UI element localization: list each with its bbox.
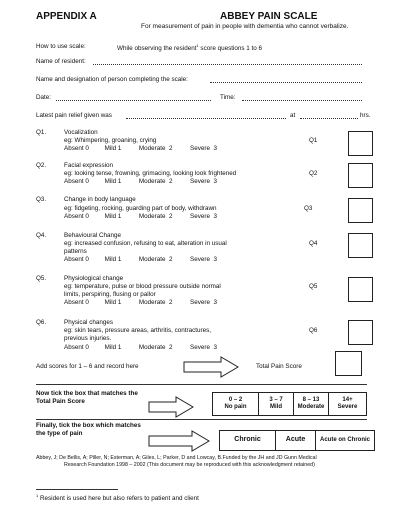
date-label: Date:	[36, 94, 52, 101]
question-title: Vocalization	[64, 129, 98, 136]
how-to-use-label: How to use scale:	[36, 43, 86, 50]
tick-type-label-cont: the type of pain	[36, 430, 83, 437]
question-example-cont: patterns	[64, 248, 87, 255]
question-code: Q2	[309, 170, 318, 177]
tick-type-label: Finally, tick the box which matches	[36, 422, 141, 429]
question-title: Physical changes	[64, 319, 114, 326]
severe-box[interactable]	[328, 392, 367, 416]
question-example: eg: temperature, pulse or blood pressure outside normal	[64, 283, 221, 290]
question-code: Q4	[309, 240, 318, 247]
chronic-label: Chronic	[234, 436, 261, 444]
footnote-marker: 1	[36, 493, 39, 498]
moderate-label: Moderate	[297, 404, 325, 410]
question-example: eg: fidgeting, rocking, guarding part of body, withdrawn	[64, 205, 217, 212]
how-to-use-text-rest: score questions 1 to 6	[198, 45, 263, 53]
citation-line-2: Research Foundation 1998 – 2002 (This document may be reproduced with this acknowledgment retained)	[64, 462, 315, 468]
q4-score-box[interactable]	[348, 233, 373, 258]
moderate-box[interactable]	[293, 392, 329, 416]
question-number: Q4.	[36, 232, 47, 239]
q5-score-box[interactable]	[348, 277, 373, 302]
add-scores-label: Add scores for 1 – 6 and record here	[36, 363, 139, 370]
footnote-text: Resident is used here but also refers to patient and client	[38, 495, 199, 503]
section-divider	[36, 419, 367, 420]
designation-label: Name and designation of person completing the scale:	[36, 76, 188, 83]
question-title: Behavioural Change	[64, 232, 122, 239]
no-pain-box[interactable]	[212, 392, 259, 416]
question-example: eg: looking tense, frowning, grimacing, looking look frightened	[64, 170, 237, 177]
question-code: Q3	[304, 205, 313, 212]
question-scores: Absent 0 Mild 1 Moderate 2 Severe 3	[64, 299, 217, 306]
acute-label: Acute	[285, 436, 306, 444]
question-example: eg: Whimpering, groaning, crying	[64, 137, 157, 144]
no-pain-range: 0 – 2	[228, 397, 243, 404]
time-field[interactable]	[242, 100, 362, 101]
severe-label: Severe	[337, 404, 358, 410]
mild-range: 3 – 7	[269, 397, 283, 404]
acute-box[interactable]	[275, 430, 316, 451]
appendix-heading: APPENDIX A	[36, 11, 97, 22]
designation-field[interactable]	[210, 82, 362, 83]
arrow-right-icon	[148, 430, 210, 452]
no-pain-label: No pain	[224, 404, 247, 410]
at-label: at	[290, 112, 296, 119]
question-scores: Absent 0 Mild 1 Moderate 2 Severe 3	[64, 344, 217, 351]
question-scores: Absent 0 Mild 1 Moderate 2 Severe 3	[64, 178, 217, 185]
acute-on-chronic-label: Acute on Chronic	[320, 437, 371, 444]
question-title: Physiological change	[64, 275, 124, 282]
q2-score-box[interactable]	[348, 163, 373, 188]
tick-total-label-cont: Total Pain Score	[36, 398, 85, 405]
question-number: Q3.	[36, 196, 47, 203]
question-number: Q5.	[36, 275, 47, 282]
form-title: ABBEY PAIN SCALE	[220, 11, 318, 22]
resident-name-label: Name of resident:	[36, 58, 86, 65]
question-code: Q6	[309, 327, 318, 334]
mild-box[interactable]	[258, 392, 294, 416]
arrow-right-icon	[148, 396, 194, 418]
section-divider	[36, 384, 367, 385]
hrs-label: hrs.	[360, 112, 371, 119]
how-to-use-text	[117, 44, 262, 52]
severe-range: 14+	[342, 397, 353, 404]
question-title: Facial expression	[64, 162, 113, 169]
question-example: eg: increased confusion, refusing to eat, alteration in usual	[64, 240, 227, 247]
pain-relief-time-field[interactable]	[300, 118, 358, 119]
q6-score-box[interactable]	[348, 320, 373, 345]
question-number: Q6.	[36, 319, 47, 326]
question-example: eg: skin tears, pressure areas, arthritis, contractures,	[64, 327, 211, 334]
q3-score-box[interactable]	[348, 198, 373, 223]
question-number: Q2.	[36, 162, 47, 169]
footnote-divider	[36, 489, 118, 490]
resident-name-field[interactable]	[93, 64, 362, 65]
citation-line-1: Abbey, J; De Bellis, A; Piller, N; Esterman, A; Giles, L; Parker, D and Lowcay, B.Funded by the JH and JD Gunn Medical	[36, 455, 317, 461]
question-example-cont: previous injuries.	[64, 335, 112, 342]
question-number: Q1.	[36, 129, 47, 136]
question-example-cont: limits, perspiring, flusing or pallor	[64, 291, 156, 298]
time-label: Time:	[220, 94, 236, 101]
mild-label: Mild	[270, 404, 282, 410]
question-code: Q5	[309, 283, 318, 290]
question-scores: Absent 0 Mild 1 Moderate 2 Severe 3	[64, 213, 217, 220]
form-subtitle: For measurement of pain in people with dementia who cannot verbalize.	[141, 23, 349, 30]
how-to-use-text-main: While observing the resident	[117, 45, 197, 53]
moderate-range: 8 – 13	[302, 397, 320, 404]
question-title: Change in body language	[64, 196, 136, 203]
tick-total-label: Now tick the box that matches the	[36, 390, 138, 397]
footnote-ref: 1	[196, 43, 199, 48]
date-field[interactable]	[56, 100, 211, 101]
arrow-right-icon	[183, 356, 239, 378]
question-code: Q1	[309, 137, 318, 144]
question-scores: Absent 0 Mild 1 Moderate 2 Severe 3	[64, 256, 217, 263]
pain-relief-label: Latest pain relief given was	[36, 112, 112, 119]
pain-relief-field[interactable]	[126, 118, 286, 119]
total-pain-score-box[interactable]	[335, 351, 362, 376]
q1-score-box[interactable]	[348, 131, 373, 156]
footnote	[36, 494, 199, 502]
chronic-box[interactable]	[219, 430, 276, 451]
acute-on-chronic-box[interactable]	[315, 430, 375, 451]
total-pain-score-label: Total Pain Score	[256, 363, 302, 370]
question-scores: Absent 0 Mild 1 Moderate 2 Severe 3	[64, 145, 217, 152]
